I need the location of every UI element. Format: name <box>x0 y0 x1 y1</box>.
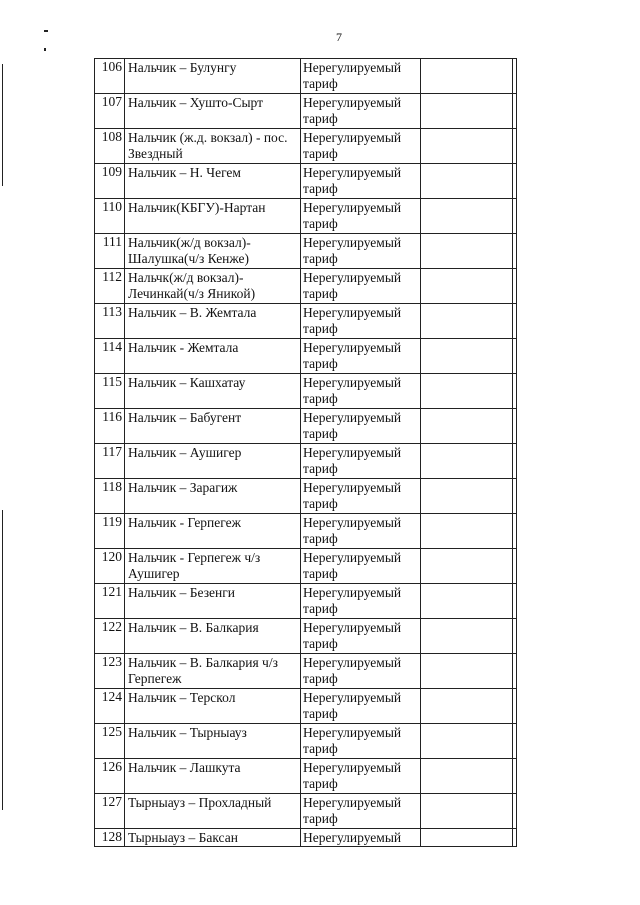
empty-cell <box>513 584 517 619</box>
empty-cell <box>421 269 513 304</box>
route-number: 120 <box>95 549 125 584</box>
route-number: 114 <box>95 339 125 374</box>
empty-cell <box>421 374 513 409</box>
tariff-type: Нерегулируемый тариф <box>301 724 421 759</box>
empty-cell <box>421 759 513 794</box>
empty-cell <box>421 829 513 847</box>
table-row <box>95 129 517 164</box>
empty-cell <box>513 129 517 164</box>
empty-cell <box>421 479 513 514</box>
empty-cell <box>513 514 517 549</box>
route-number: 118 <box>95 479 125 514</box>
tariff-type: Нерегулируемый тариф <box>301 304 421 339</box>
tariff-type: Нерегулируемый тариф <box>301 164 421 199</box>
route-number: 122 <box>95 619 125 654</box>
route-name: Нальчик(ж/д вокзал)-Шалушка(ч/з Кенже) <box>125 234 301 269</box>
empty-cell <box>421 304 513 339</box>
tariff-type: Нерегулируемый тариф <box>301 689 421 724</box>
table-row <box>95 479 517 514</box>
empty-cell <box>421 689 513 724</box>
route-number: 110 <box>95 199 125 234</box>
empty-cell <box>513 269 517 304</box>
scan-dot <box>44 48 46 51</box>
route-number: 124 <box>95 689 125 724</box>
scan-mark-left-bottom <box>2 510 3 810</box>
tariff-type: Нерегулируемый тариф <box>301 199 421 234</box>
empty-cell <box>513 689 517 724</box>
table-row <box>95 269 517 304</box>
route-number: 119 <box>95 514 125 549</box>
route-name: Нальчик - Герпегеж ч/з Аушигер <box>125 549 301 584</box>
scan-dot <box>44 30 48 32</box>
empty-cell <box>513 794 517 829</box>
route-number: 109 <box>95 164 125 199</box>
route-number: 117 <box>95 444 125 479</box>
route-name: Нальчик – Кашхатау <box>125 374 301 409</box>
table-row <box>95 59 517 94</box>
empty-cell <box>421 514 513 549</box>
route-number: 128 <box>95 829 125 847</box>
route-name: Нальчик – Безенги <box>125 584 301 619</box>
empty-cell <box>513 199 517 234</box>
table-row <box>95 654 517 689</box>
empty-cell <box>513 759 517 794</box>
tariff-type: Нерегулируемый тариф <box>301 549 421 584</box>
tariff-type: Нерегулируемый <box>301 829 421 847</box>
route-number: 125 <box>95 724 125 759</box>
route-name: Нальчик – В. Балкария ч/з Герпегеж <box>125 654 301 689</box>
empty-cell <box>421 794 513 829</box>
empty-cell <box>513 619 517 654</box>
route-name: Нальчик - Жемтала <box>125 339 301 374</box>
empty-cell <box>421 94 513 129</box>
empty-cell <box>421 654 513 689</box>
tariff-type: Нерегулируемый тариф <box>301 584 421 619</box>
empty-cell <box>513 724 517 759</box>
table-row <box>95 444 517 479</box>
route-number: 111 <box>95 234 125 269</box>
empty-cell <box>421 584 513 619</box>
table-row <box>95 584 517 619</box>
route-number: 123 <box>95 654 125 689</box>
route-name: Нальчик – В. Жемтала <box>125 304 301 339</box>
tariff-type: Нерегулируемый тариф <box>301 94 421 129</box>
empty-cell <box>513 374 517 409</box>
table-row <box>95 794 517 829</box>
tariff-type: Нерегулируемый тариф <box>301 129 421 164</box>
empty-cell <box>421 199 513 234</box>
table-row <box>95 829 517 847</box>
table-row <box>95 164 517 199</box>
empty-cell <box>421 339 513 374</box>
empty-cell <box>513 304 517 339</box>
table-row <box>95 619 517 654</box>
tariff-type: Нерегулируемый тариф <box>301 234 421 269</box>
route-number: 108 <box>95 129 125 164</box>
route-name: Нальчик(КБГУ)-Нартан <box>125 199 301 234</box>
route-name: Нальчик – Н. Чегем <box>125 164 301 199</box>
route-name: Нальчик – Тырныауз <box>125 724 301 759</box>
route-number: 112 <box>95 269 125 304</box>
empty-cell <box>513 444 517 479</box>
route-name: Нальчик - Герпегеж <box>125 514 301 549</box>
tariff-type: Нерегулируемый тариф <box>301 479 421 514</box>
scan-mark-left-top <box>2 64 3 186</box>
tariff-type: Нерегулируемый тариф <box>301 444 421 479</box>
route-name: Нальчик – Хушто-Сырт <box>125 94 301 129</box>
tariff-type: Нерегулируемый тариф <box>301 759 421 794</box>
route-name: Нальчк(ж/д вокзал)-Лечинкай(ч/з Яникой) <box>125 269 301 304</box>
route-name: Нальчик – В. Балкария <box>125 619 301 654</box>
table-row <box>95 689 517 724</box>
tariff-type: Нерегулируемый тариф <box>301 339 421 374</box>
route-number: 116 <box>95 409 125 444</box>
empty-cell <box>421 724 513 759</box>
tariff-type: Нерегулируемый тариф <box>301 654 421 689</box>
route-name: Тырныауз – Прохладный <box>125 794 301 829</box>
table-row <box>95 339 517 374</box>
tariff-type: Нерегулируемый тариф <box>301 374 421 409</box>
empty-cell <box>421 164 513 199</box>
table-row <box>95 94 517 129</box>
empty-cell <box>513 234 517 269</box>
route-number: 106 <box>95 59 125 94</box>
route-number: 115 <box>95 374 125 409</box>
route-name: Нальчик – Булунгу <box>125 59 301 94</box>
empty-cell <box>421 444 513 479</box>
empty-cell <box>513 94 517 129</box>
tariff-type: Нерегулируемый тариф <box>301 269 421 304</box>
table-row <box>95 409 517 444</box>
empty-cell <box>421 129 513 164</box>
route-number: 126 <box>95 759 125 794</box>
route-name: Нальчик (ж.д. вокзал) - пос. Звездный <box>125 129 301 164</box>
tariff-type: Нерегулируемый тариф <box>301 409 421 444</box>
empty-cell <box>513 829 517 847</box>
tariff-type: Нерегулируемый тариф <box>301 794 421 829</box>
table-row <box>95 304 517 339</box>
table-row <box>95 199 517 234</box>
table-row <box>95 514 517 549</box>
empty-cell <box>421 409 513 444</box>
route-name: Нальчик – Аушигер <box>125 444 301 479</box>
route-number: 113 <box>95 304 125 339</box>
route-number: 107 <box>95 94 125 129</box>
empty-cell <box>513 59 517 94</box>
route-name: Тырныауз – Баксан <box>125 829 301 847</box>
tariff-type: Нерегулируемый тариф <box>301 619 421 654</box>
empty-cell <box>421 619 513 654</box>
table-row <box>95 724 517 759</box>
empty-cell <box>513 339 517 374</box>
tariff-type: Нерегулируемый тариф <box>301 59 421 94</box>
empty-cell <box>421 234 513 269</box>
table-row <box>95 234 517 269</box>
table-row <box>95 759 517 794</box>
route-name: Нальчик – Зарагиж <box>125 479 301 514</box>
route-name: Нальчик – Лашкута <box>125 759 301 794</box>
empty-cell <box>421 549 513 584</box>
empty-cell <box>513 164 517 199</box>
route-number: 127 <box>95 794 125 829</box>
empty-cell <box>421 59 513 94</box>
empty-cell <box>513 479 517 514</box>
table-row <box>95 549 517 584</box>
tariff-type: Нерегулируемый тариф <box>301 514 421 549</box>
empty-cell <box>513 654 517 689</box>
table-row <box>95 374 517 409</box>
table-body <box>95 59 517 847</box>
route-name: Нальчик – Терскол <box>125 689 301 724</box>
tariff-table <box>94 58 517 847</box>
empty-cell <box>513 549 517 584</box>
page-number: 7 <box>336 30 342 44</box>
route-number: 121 <box>95 584 125 619</box>
empty-cell <box>513 409 517 444</box>
route-name: Нальчик – Бабугент <box>125 409 301 444</box>
